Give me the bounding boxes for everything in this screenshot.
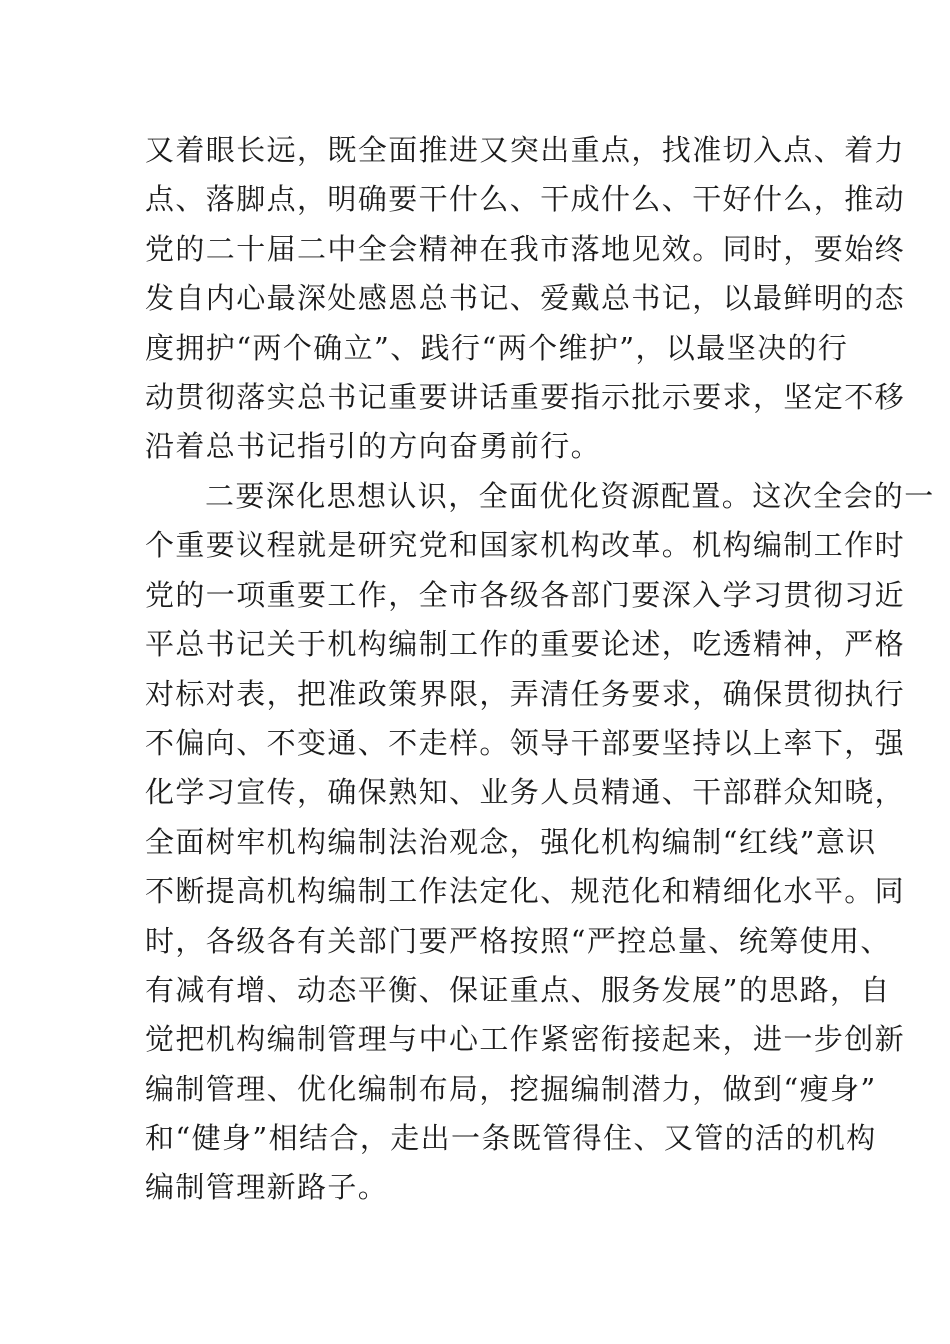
- text-line: 点、落脚点，明确要干什么、干成什么、干好什么，推动: [145, 182, 906, 217]
- paragraph-resource-allocation: [145, 472, 935, 1213]
- text-line: 发自内心最深处感恩总书记、爱戴总书记，以最鲜明的态: [145, 281, 906, 316]
- text-line: 二要深化思想认识，全面优化资源配置。这次全会的一: [205, 479, 935, 513]
- text-line: 对标对表，把准政策界限，弄清任务要求，确保贯彻执行: [145, 676, 906, 711]
- text-line: 沿着总书记指引的方向奋勇前行。: [145, 429, 602, 464]
- paragraph-continuation: [145, 126, 906, 472]
- text-line: 觉把机构编制管理与中心工作紧密衔接起来，进一步创新: [145, 1022, 906, 1057]
- text-line: 度拥护“两个确立”、践行“两个维护”，以最坚决的行: [145, 330, 849, 365]
- text-line: 个重要议程就是研究党和国家机构改革。机构编制工作时: [145, 528, 906, 563]
- text-line: 有减有增、动态平衡、保证重点、服务发展”的思路，自: [145, 972, 891, 1007]
- text-line: 全面树牢机构编制法治观念，强化机构编制“红线”意识: [145, 824, 877, 859]
- text-line: 时，各级各有关部门要严格按照“严控总量、统筹使用、: [145, 923, 891, 958]
- text-line: 编制管理新路子。: [145, 1170, 389, 1205]
- text-line: 动贯彻落实总书记重要讲话重要指示批示要求，坚定不移: [145, 379, 906, 414]
- text-line: 不断提高机构编制工作法定化、规范化和精细化水平。同: [145, 874, 906, 909]
- text-line: 平总书记关于机构编制工作的重要论述，吃透精神，严格: [145, 627, 906, 662]
- text-line: 化学习宣传，确保熟知、业务人员精通、干部群众知晓，: [145, 775, 906, 810]
- text-line: 又着眼长远，既全面推进又突出重点，找准切入点、着力: [145, 133, 906, 167]
- text-line: 编制管理、优化编制布局，挖掘编制潜力，做到“瘦身”: [145, 1071, 877, 1106]
- text-line: 不偏向、不变通、不走样。领导干部要坚持以上率下，强: [145, 725, 906, 760]
- text-line: 党的二十届二中全会精神在我市落地见效。同时，要始终: [145, 231, 906, 266]
- text-line: 党的一项重要工作，全市各级各部门要深入学习贯彻习近: [145, 577, 906, 612]
- text-line: 和“健身”相结合，走出一条既管得住、又管的活的机构: [145, 1121, 877, 1156]
